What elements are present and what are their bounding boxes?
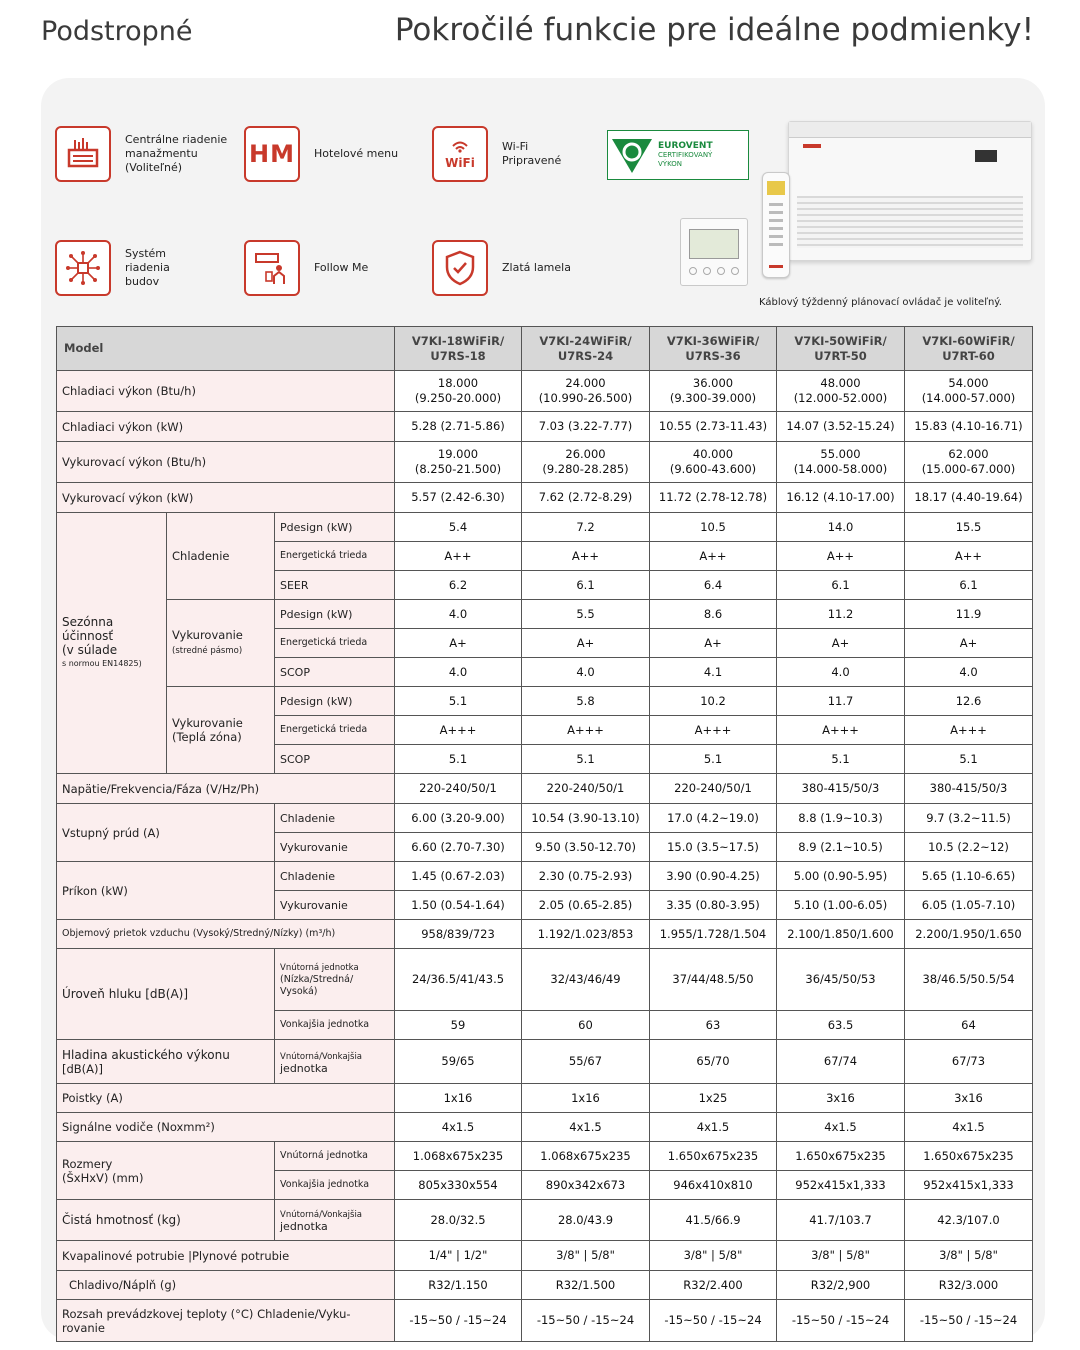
table-row (57, 513, 1033, 542)
table-cell: 36/45/50/53 (777, 949, 905, 1011)
table-cell: 48.000 (12.000-52.000) (777, 371, 905, 412)
table-cell: 6.1 (522, 571, 650, 600)
table-row (57, 1241, 1033, 1271)
table-cell: 5.28 (2.71-5.86) (395, 412, 522, 442)
table-cell: 958/839/723 (395, 920, 522, 949)
table-cell: 28.0/32.5 (395, 1200, 522, 1241)
sub-label: Pdesign (kW) (275, 687, 395, 716)
table-cell: 3/8" | 5/8" (650, 1241, 777, 1271)
table-cell: 37/44/48.5/50 (650, 949, 777, 1011)
table-cell: 4x1.5 (650, 1113, 777, 1142)
table-cell: 4.1 (650, 658, 777, 687)
table-cell: A+ (395, 629, 522, 658)
hotel-menu-icon: HM (244, 126, 300, 182)
table-cell: 67/74 (777, 1040, 905, 1084)
table-cell: A++ (395, 542, 522, 571)
table-cell: A+ (777, 629, 905, 658)
table-cell: R32/3.000 (905, 1271, 1033, 1300)
table-cell: 952x415x1,333 (905, 1171, 1033, 1200)
table-cell: 15.5 (905, 513, 1033, 542)
shield-icon (432, 240, 488, 296)
feature-gold-fin (432, 240, 571, 296)
sub-label: Pdesign (kW) (275, 513, 395, 542)
table-cell: R32/2,900 (777, 1271, 905, 1300)
table-cell: 15.83 (4.10-16.71) (905, 412, 1033, 442)
row-label: Príkon (kW) (57, 862, 275, 920)
table-cell: 41.5/66.9 (650, 1200, 777, 1241)
remote-control-image (762, 172, 790, 278)
feature-wifi (432, 126, 561, 182)
table-cell: 6.4 (650, 571, 777, 600)
row-label: Chladiaci výkon (Btu/h) (57, 371, 395, 412)
table-row (57, 1200, 1033, 1241)
table-cell: 8.6 (650, 600, 777, 629)
table-cell: A++ (650, 542, 777, 571)
table-cell: 5.8 (522, 687, 650, 716)
seasonal-label: Sezónna účinnosť (v súlade s normou EN14825) (57, 513, 167, 774)
table-cell: 4.0 (395, 600, 522, 629)
table-row (57, 687, 1033, 716)
sub-label: SCOP (275, 658, 395, 687)
table-cell: 5.5 (522, 600, 650, 629)
table-row (57, 1084, 1033, 1113)
building-management-icon (55, 126, 111, 182)
table-cell: 5.4 (395, 513, 522, 542)
table-cell: 6.60 (2.70-7.30) (395, 833, 522, 862)
table-cell: -15~50 / -15~24 (395, 1300, 522, 1342)
table-cell: 15.0 (3.5~17.5) (650, 833, 777, 862)
table-cell: 220-240/50/1 (395, 774, 522, 804)
sub-label: Vnútorná jednotka (275, 1142, 395, 1171)
table-cell: 5.10 (1.00-6.05) (777, 891, 905, 920)
sub-label: Energetická trieda (275, 629, 395, 658)
table-cell: 6.00 (3.20-9.00) (395, 804, 522, 833)
table-cell: 3x16 (777, 1084, 905, 1113)
table-row (57, 949, 1033, 1011)
sub-label: Vykurovanie (275, 891, 395, 920)
follow-me-icon (244, 240, 300, 296)
table-cell: 10.54 (3.90-13.10) (522, 804, 650, 833)
table-cell: 5.1 (395, 745, 522, 774)
table-cell: 5.1 (650, 745, 777, 774)
table-cell: 10.5 (650, 513, 777, 542)
table-cell: 3.90 (0.90-4.25) (650, 862, 777, 891)
eurovent-certificate (607, 130, 749, 180)
table-cell: 380-415/50/3 (777, 774, 905, 804)
model-col-36: V7KI-36WiFiR/ U7RS-36 (650, 327, 777, 371)
feature-follow-me (244, 240, 368, 296)
table-cell: 10.5 (2.2~12) (905, 833, 1033, 862)
table-row (57, 1040, 1033, 1084)
wired-controller-image (680, 218, 748, 286)
table-cell: 7.62 (2.72-8.29) (522, 483, 650, 513)
table-cell: 60 (522, 1011, 650, 1040)
cooling-group-label: Chladenie (167, 513, 275, 600)
table-cell: 4x1.5 (905, 1113, 1033, 1142)
table-cell: 12.6 (905, 687, 1033, 716)
sub-label: Vnútorná/Vonkajšia jednotka (275, 1040, 395, 1084)
table-cell: 1x16 (522, 1084, 650, 1113)
row-label: Čistá hmotnosť (kg) (57, 1200, 275, 1241)
certificate-line1: CERTIFIKOVANÝ (658, 150, 713, 159)
table-cell: 1.650x675x235 (650, 1142, 777, 1171)
table-cell: 1.50 (0.54-1.64) (395, 891, 522, 920)
table-cell: 1.650x675x235 (905, 1142, 1033, 1171)
table-cell: 3/8" | 5/8" (777, 1241, 905, 1271)
table-cell: 42.3/107.0 (905, 1200, 1033, 1241)
controller-note: Káblový týždenný plánovací ovládač je voliteľný. (759, 297, 1002, 308)
feature-label: Zlatá lamela (502, 261, 571, 274)
certificate-brand: EUROVENT (658, 140, 713, 151)
feature-central-management (55, 126, 227, 182)
table-cell: A++ (522, 542, 650, 571)
table-cell: 5.1 (777, 745, 905, 774)
page-category-title: Podstropné (41, 16, 193, 47)
table-cell: 26.000 (9.280-28.285) (522, 442, 650, 483)
row-label: Hladina akustického výkonu [dB(A)] (57, 1040, 275, 1084)
feature-label: Systém riadenia budov (125, 247, 170, 288)
feature-label: Follow Me (314, 261, 369, 274)
table-row (57, 1113, 1033, 1142)
table-cell: 36.000 (9.300-39.000) (650, 371, 777, 412)
table-cell: 3.35 (0.80-3.95) (650, 891, 777, 920)
table-cell: 2.30 (0.75-2.93) (522, 862, 650, 891)
table-cell: 6.05 (1.05-7.10) (905, 891, 1033, 920)
heating-mid-group-label: Vykurovanie (stredné pásmo) (167, 600, 275, 687)
table-cell: 65/70 (650, 1040, 777, 1084)
table-cell: 63.5 (777, 1011, 905, 1040)
sub-label: Energetická trieda (275, 716, 395, 745)
model-col-60: V7KI-60WiFiR/ U7RT-60 (905, 327, 1033, 371)
row-label: Úroveň hluku [dB(A)] (57, 949, 275, 1040)
row-label: Vykurovací výkon (Btu/h) (57, 442, 395, 483)
table-cell: 4x1.5 (395, 1113, 522, 1142)
table-cell: A+++ (522, 716, 650, 745)
table-cell: 8.8 (1.9~10.3) (777, 804, 905, 833)
table-row (57, 862, 1033, 891)
table-cell: R32/2.400 (650, 1271, 777, 1300)
table-cell: 32/43/46/49 (522, 949, 650, 1011)
table-cell: 4x1.5 (522, 1113, 650, 1142)
table-cell: A+++ (777, 716, 905, 745)
row-label: Signálne vodiče (Noxmm²) (57, 1113, 395, 1142)
table-cell: 59 (395, 1011, 522, 1040)
spec-table (56, 326, 1033, 1342)
table-cell: 1.955/1.728/1.504 (650, 920, 777, 949)
table-cell: 5.57 (2.42-6.30) (395, 483, 522, 513)
table-cell: R32/1.500 (522, 1271, 650, 1300)
table-cell: 62.000 (15.000-67.000) (905, 442, 1033, 483)
table-row (57, 774, 1033, 804)
table-cell: 946x410x810 (650, 1171, 777, 1200)
table-row (57, 412, 1033, 442)
table-cell: 9.7 (3.2~11.5) (905, 804, 1033, 833)
table-cell: 2.200/1.950/1.650 (905, 920, 1033, 949)
table-cell: A+ (905, 629, 1033, 658)
table-cell: 4.0 (522, 658, 650, 687)
table-cell: 1.068x675x235 (395, 1142, 522, 1171)
table-cell: A+ (522, 629, 650, 658)
table-cell: 11.72 (2.78-12.78) (650, 483, 777, 513)
table-cell: A+++ (905, 716, 1033, 745)
table-cell: 220-240/50/1 (522, 774, 650, 804)
table-cell: 1.192/1.023/853 (522, 920, 650, 949)
table-cell: 4.0 (777, 658, 905, 687)
table-row (57, 804, 1033, 833)
table-cell: 890x342x673 (522, 1171, 650, 1200)
table-cell: 14.0 (777, 513, 905, 542)
feature-label: Wi-Fi Pripravené (502, 140, 562, 167)
table-cell: 1/4" | 1/2" (395, 1241, 522, 1271)
table-row (57, 442, 1033, 483)
feature-building-system (55, 240, 170, 296)
row-label: Kvapalinové potrubie |Plynové potrubie (57, 1241, 395, 1271)
table-cell: 3/8" | 5/8" (905, 1241, 1033, 1271)
table-cell: 10.55 (2.73-11.43) (650, 412, 777, 442)
table-cell: 5.00 (0.90-5.95) (777, 862, 905, 891)
sub-label: Vonkajšia jednotka (275, 1171, 395, 1200)
table-row (57, 920, 1033, 949)
table-cell: A+++ (395, 716, 522, 745)
row-label: Rozsah prevádzkovej teploty (°C) Chladenie/Vyku- rovanie (57, 1300, 395, 1342)
sub-label: Pdesign (kW) (275, 600, 395, 629)
table-cell: 1x25 (650, 1084, 777, 1113)
table-cell: -15~50 / -15~24 (522, 1300, 650, 1342)
table-cell: -15~50 / -15~24 (650, 1300, 777, 1342)
table-cell: 11.2 (777, 600, 905, 629)
table-cell: 3/8" | 5/8" (522, 1241, 650, 1271)
table-cell: A++ (905, 542, 1033, 571)
table-cell: 24/36.5/41/43.5 (395, 949, 522, 1011)
table-cell: 64 (905, 1011, 1033, 1040)
table-cell: 1.45 (0.67-2.03) (395, 862, 522, 891)
table-cell: 19.000 (8.250-21.500) (395, 442, 522, 483)
table-cell: 8.9 (2.1~10.5) (777, 833, 905, 862)
sub-label: SEER (275, 571, 395, 600)
table-cell: 5.1 (522, 745, 650, 774)
eurovent-logo-icon (612, 135, 652, 175)
feature-label: Centrálne riadenie manažmentu (Voliteľné) (125, 133, 228, 174)
table-cell: R32/1.150 (395, 1271, 522, 1300)
row-label: Vykurovací výkon (kW) (57, 483, 395, 513)
row-label: Napätie/Frekvencia/Fáza (V/Hz/Ph) (57, 774, 395, 804)
table-cell: 4.0 (905, 658, 1033, 687)
table-cell: 55/67 (522, 1040, 650, 1084)
table-cell: 24.000 (10.990-26.500) (522, 371, 650, 412)
table-cell: 63 (650, 1011, 777, 1040)
heating-warm-group-label: Vykurovanie (Teplá zóna) (167, 687, 275, 774)
table-cell: 6.2 (395, 571, 522, 600)
row-label: Vstupný prúd (A) (57, 804, 275, 862)
table-cell: 6.1 (905, 571, 1033, 600)
table-cell: 67/73 (905, 1040, 1033, 1084)
model-col-24: V7KI-24WiFiR/ U7RS-24 (522, 327, 650, 371)
feature-hotel-menu (244, 126, 398, 182)
table-row (57, 1142, 1033, 1171)
network-icon (55, 240, 111, 296)
table-cell: 5.65 (1.10-6.65) (905, 862, 1033, 891)
feature-label: Hotelové menu (314, 147, 399, 160)
model-col-18: V7KI-18WiFiR/ U7RS-18 (395, 327, 522, 371)
table-cell: 6.1 (777, 571, 905, 600)
table-row (57, 483, 1033, 513)
page-headline: Pokročilé funkcie pre ideálne podmienky! (394, 12, 1034, 48)
table-cell: 18.000 (9.250-20.000) (395, 371, 522, 412)
table-cell: 220-240/50/1 (650, 774, 777, 804)
table-cell: 4.0 (395, 658, 522, 687)
table-cell: A++ (777, 542, 905, 571)
table-row (57, 1271, 1033, 1300)
table-row (57, 600, 1033, 629)
table-cell: 2.05 (0.65-2.85) (522, 891, 650, 920)
row-label: Poistky (A) (57, 1084, 395, 1113)
table-cell: 380-415/50/3 (905, 774, 1033, 804)
table-cell: 10.2 (650, 687, 777, 716)
sub-label: Vonkajšia jednotka (275, 1011, 395, 1040)
sub-label: Chladenie (275, 804, 395, 833)
table-cell: 4x1.5 (777, 1113, 905, 1142)
table-cell: 1x16 (395, 1084, 522, 1113)
svg-text:WiFi: WiFi (445, 156, 475, 170)
table-cell: 1.068x675x235 (522, 1142, 650, 1171)
table-cell: 2.100/1.850/1.600 (777, 920, 905, 949)
sub-label: Vnútorná jednotka (Nízka/Stredná/ Vysoká) (275, 949, 395, 1011)
sub-label: Vnútorná/Vonkajšia jednotka (275, 1200, 395, 1241)
table-cell: 41.7/103.7 (777, 1200, 905, 1241)
table-cell: 17.0 (4.2~19.0) (650, 804, 777, 833)
table-cell: 16.12 (4.10-17.00) (777, 483, 905, 513)
row-label: Rozmery (ŠxHxV) (mm) (57, 1142, 275, 1200)
table-cell: -15~50 / -15~24 (777, 1300, 905, 1342)
table-cell: 14.07 (3.52-15.24) (777, 412, 905, 442)
model-col-50: V7KI-50WiFiR/ U7RT-50 (777, 327, 905, 371)
table-cell: -15~50 / -15~24 (905, 1300, 1033, 1342)
model-header: Model (57, 327, 395, 371)
table-cell: 11.9 (905, 600, 1033, 629)
table-header-row (57, 327, 1033, 371)
table-cell: 38/46.5/50.5/54 (905, 949, 1033, 1011)
table-cell: 805x330x554 (395, 1171, 522, 1200)
table-cell: 5.1 (905, 745, 1033, 774)
table-row (57, 371, 1033, 412)
table-cell: 59/65 (395, 1040, 522, 1084)
wifi-icon (432, 126, 488, 182)
indoor-unit-image (788, 121, 1032, 261)
table-cell: 952x415x1,333 (777, 1171, 905, 1200)
table-cell: A+++ (650, 716, 777, 745)
table-cell: A+ (650, 629, 777, 658)
table-cell: 5.1 (395, 687, 522, 716)
table-cell: 55.000 (14.000-58.000) (777, 442, 905, 483)
table-cell: 3x16 (905, 1084, 1033, 1113)
table-cell: 54.000 (14.000-57.000) (905, 371, 1033, 412)
table-cell: 1.650x675x235 (777, 1142, 905, 1171)
table-cell: 40.000 (9.600-43.600) (650, 442, 777, 483)
table-cell: 7.03 (3.22-7.77) (522, 412, 650, 442)
table-cell: 18.17 (4.40-19.64) (905, 483, 1033, 513)
table-cell: 9.50 (3.50-12.70) (522, 833, 650, 862)
sub-label: Chladenie (275, 862, 395, 891)
row-label: Chladiaci výkon (kW) (57, 412, 395, 442)
table-row (57, 1300, 1033, 1342)
table-cell: 28.0/43.9 (522, 1200, 650, 1241)
row-label: Chladivo/Náplň (g) (57, 1271, 395, 1300)
table-cell: 11.7 (777, 687, 905, 716)
sub-label: Vykurovanie (275, 833, 395, 862)
certificate-line2: VÝKON (658, 159, 683, 168)
sub-label: Energetická trieda (275, 542, 395, 571)
row-label: Objemový prietok vzduchu (Vysoký/Stredný/Nízky) (m³/h) (57, 920, 395, 949)
sub-label: SCOP (275, 745, 395, 774)
table-cell: 7.2 (522, 513, 650, 542)
